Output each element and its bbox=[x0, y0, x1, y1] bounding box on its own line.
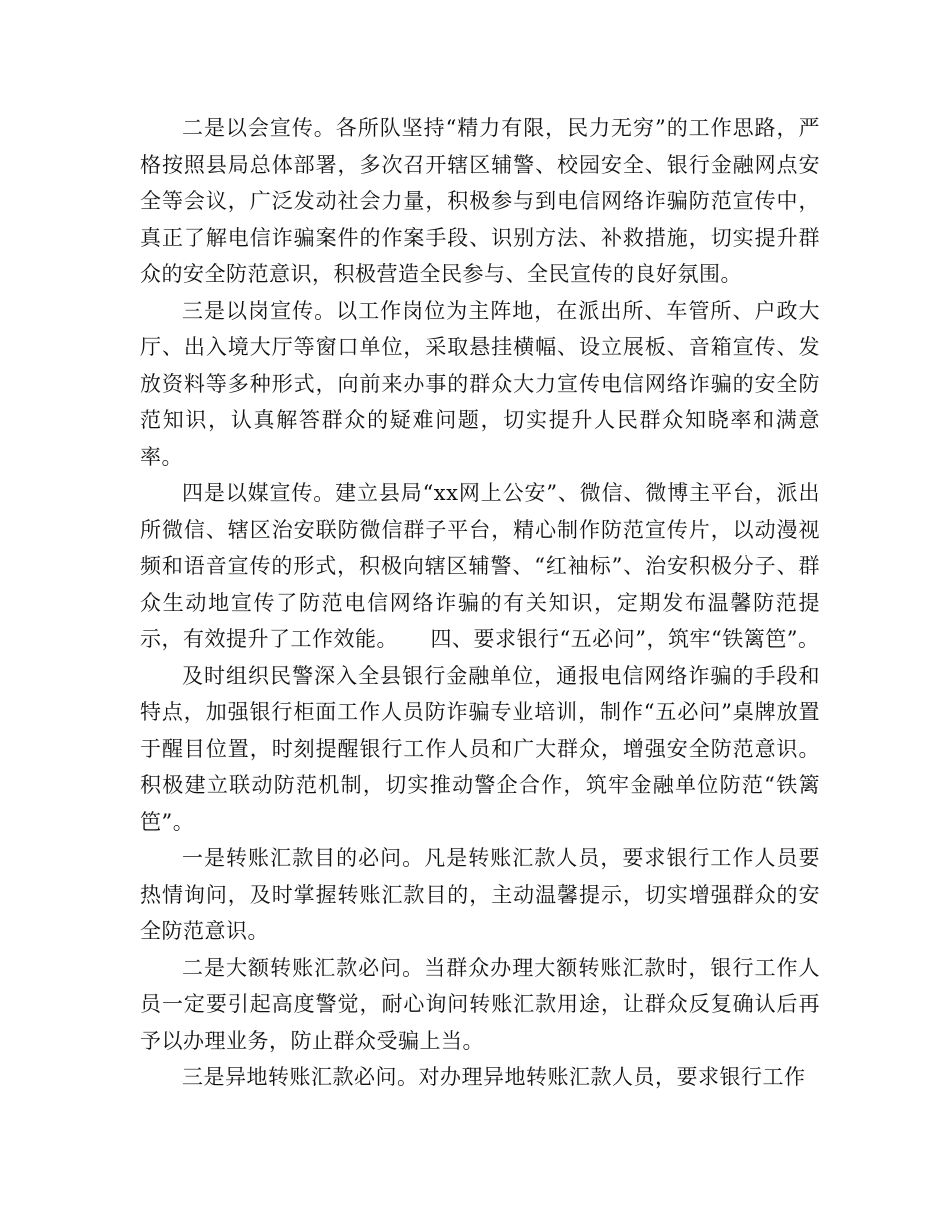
paragraph-ask-large-transfer: 二是大额转账汇款必问。当群众办理大额转账汇款时，银行工作人员一定要引起高度警觉，耐心询问转账汇款用途，让群众反复确认后再予以办理业务，防止群众受骗上当。 bbox=[140, 955, 820, 1053]
paragraph-publicity-by-post: 三是以岗宣传。以工作岗位为主阵地，在派出所、车管所、户政大厅、出入境大厅等窗口单位，采取悬挂横幅、设立展板、音箱宣传、发放资料等多种形式，向前来办事的群众大力宣传电信网络诈骗的安全防范知识，认真解答群众的疑难问题，切实提升人民群众知晓率和满意率。 bbox=[140, 298, 820, 469]
paragraph-bank-measures: 及时组织民警深入全县银行金融单位，通报电信网络诈骗的手段和特点，加强银行柜面工作人员防诈骗专业培训，制作“五必问”桌牌放置于醒目位置，时刻提醒银行工作人员和广大群众，增强安全防范意识。积极建立联动防范机制，切实推动警企合作，筑牢金融单位防范“铁篱笆”。 bbox=[140, 663, 820, 834]
paragraph-ask-remote-transfer: 三是异地转账汇款必问。对办理异地转账汇款人员，要求银行工作 bbox=[182, 1065, 806, 1089]
paragraph-ask-transfer-purpose: 一是转账汇款目的必问。凡是转账汇款人员，要求银行工作人员要热情询问，及时掌握转账汇款目的，主动温馨提示，切实增强群众的安全防范意识。 bbox=[140, 846, 820, 943]
paragraph-publicity-by-media: 四是以媒宣传。建立县局“xx网上公安”、微信、微博主平台，派出所微信、辖区治安联防微信群子平台，精心制作防范宣传片，以动漫视频和语音宣传的形式，积极向辖区辅警、“红袖标”、治安积极分子、群众生动地宣传了防范电信网络诈骗的有关知识，定期发布温馨防范提示，有效提升了工作效能。 四、要求银行“五必问”，筑牢“铁篱笆”。 bbox=[140, 481, 820, 651]
document-body bbox=[140, 110, 820, 1096]
paragraph-publicity-by-meeting: 二是以会宣传。各所队坚持“精力有限，民力无穷”的工作思路，严格按照县局总体部署，多次召开辖区辅警、校园安全、银行金融网点安全等会议，广泛发动社会力量，积极参与到电信网络诈骗防范宣传中，真正了解电信诈骗案件的作案手段、识别方法、补救措施，切实提升群众的安全防范意识，积极营造全民参与、全民宣传的良好氛围。 bbox=[140, 116, 820, 286]
